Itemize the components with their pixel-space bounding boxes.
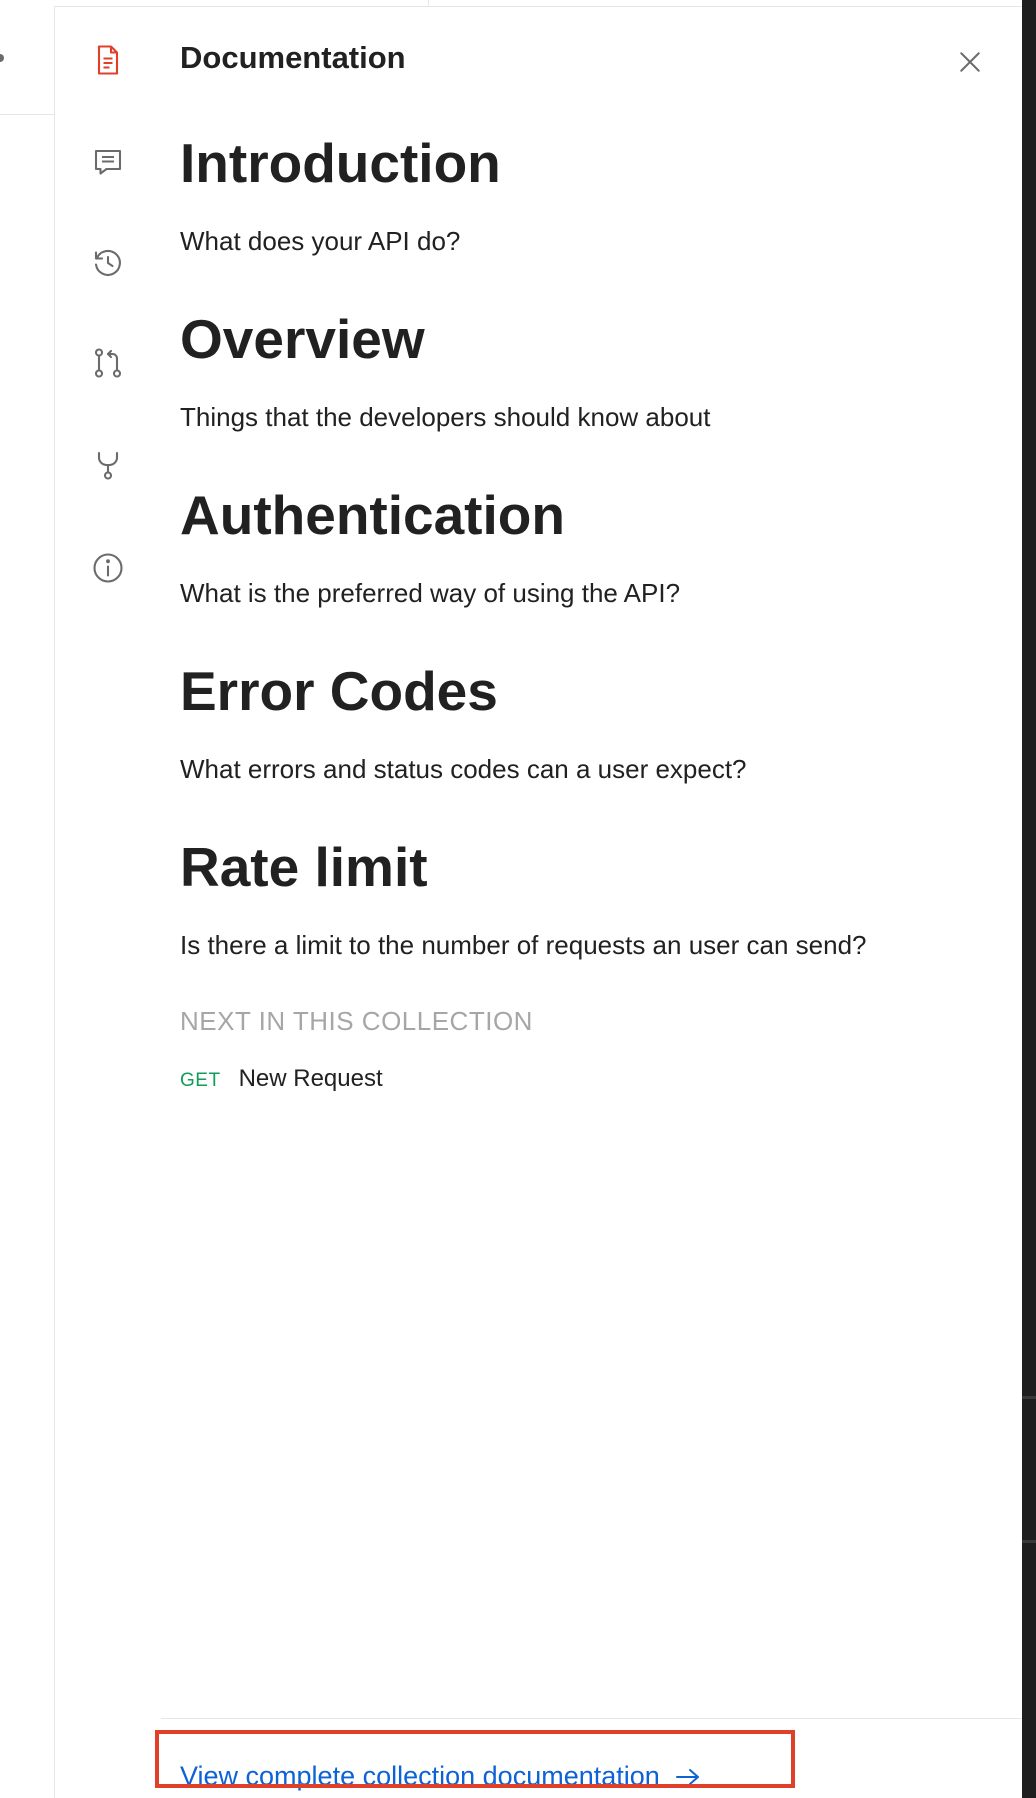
close-icon — [955, 47, 985, 77]
edge-divider — [0, 114, 54, 115]
info-icon[interactable] — [89, 549, 127, 587]
comments-icon[interactable] — [89, 144, 127, 182]
close-button[interactable] — [950, 42, 990, 82]
section-text: Things that the developers should know about — [180, 402, 711, 432]
section-text: What is the preferred way of using the API? — [180, 578, 681, 608]
documentation-body — [180, 126, 980, 1093]
edge-mark — [1022, 1396, 1036, 1399]
doc-section — [180, 126, 980, 258]
panel-title: Documentation — [180, 40, 406, 75]
main-app-edge — [0, 0, 55, 1798]
section-text: What errors and status codes can a user expect? — [180, 754, 747, 784]
context-bar-rail — [55, 6, 161, 1798]
doc-section — [180, 830, 980, 962]
fork-icon[interactable] — [89, 446, 127, 484]
arrow-right-icon — [674, 1765, 702, 1789]
panel-footer — [161, 1718, 1022, 1798]
doc-section — [180, 478, 980, 610]
section-heading: Rate limit — [180, 836, 428, 898]
next-request-link[interactable] — [180, 1065, 980, 1093]
doc-section — [180, 654, 980, 786]
section-text: Is there a limit to the number of requests an user can send? — [180, 930, 867, 960]
edge-indicator — [0, 54, 4, 62]
edge-mark — [1022, 1540, 1036, 1543]
documentation-panel — [161, 6, 1022, 1798]
method-badge: GET — [180, 1070, 221, 1091]
section-heading: Overview — [180, 308, 425, 370]
section-text: What does your API do? — [180, 226, 461, 256]
right-scroll-edge — [1022, 0, 1036, 1798]
footer-link-label: View complete collection documentation — [180, 1761, 660, 1791]
section-heading: Error Codes — [180, 660, 498, 722]
next-in-collection-label: NEXT IN THIS COLLECTION — [180, 1006, 533, 1036]
section-heading: Introduction — [180, 132, 501, 194]
view-complete-documentation-link[interactable] — [180, 1761, 702, 1792]
panel-header — [161, 6, 1022, 110]
next-request-name: New Request — [238, 1065, 383, 1092]
documentation-icon[interactable] — [89, 41, 127, 79]
history-icon[interactable] — [89, 244, 127, 282]
section-heading: Authentication — [180, 484, 565, 546]
doc-section — [180, 302, 980, 434]
pull-request-icon[interactable] — [89, 344, 127, 382]
